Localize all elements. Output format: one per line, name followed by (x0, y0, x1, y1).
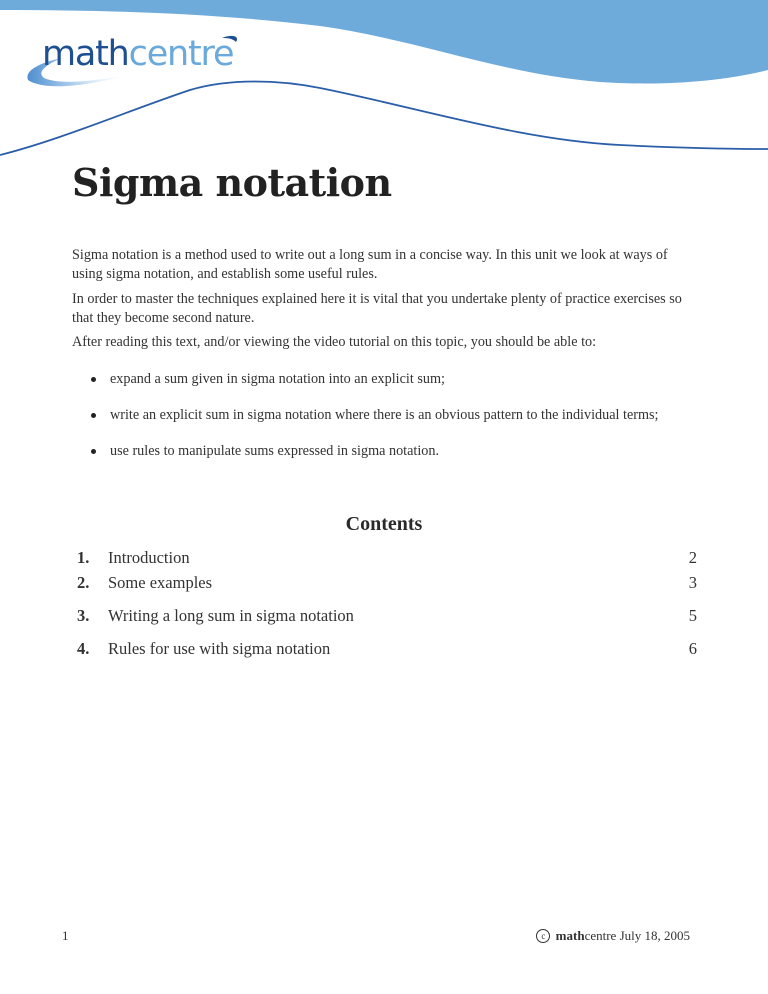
page-title: Sigma notation (72, 160, 392, 205)
logo-wordmark (42, 34, 233, 74)
toc-entry-writing-long-sum[interactable] (77, 606, 697, 628)
objective-text: write an explicit sum in sigma notation where there is an obvious pattern to the individual terms; (110, 407, 659, 423)
footer-brand-bold: math (555, 928, 585, 943)
bullet-icon (91, 449, 96, 454)
toc-page: 5 (688, 606, 697, 625)
objective-item (91, 406, 701, 425)
toc-label: Writing a long sum in sigma notation (108, 606, 354, 625)
mathcentre-logo (22, 30, 242, 90)
toc-label: Rules for use with sigma notation (108, 639, 331, 658)
toc-number: 4. (77, 639, 90, 658)
toc-number: 3. (77, 606, 90, 625)
page-number: 1 (62, 928, 69, 943)
toc-entry-rules[interactable] (77, 639, 697, 661)
bullet-icon (91, 377, 96, 382)
objective-text: use rules to manipulate sums expressed in sigma notation. (110, 443, 440, 459)
copyright-icon: c (536, 929, 550, 943)
objectives-lead-paragraph: After reading this text, and/or viewing the video tutorial on this topic, you should be able to: (72, 334, 597, 350)
blue-curve-line (0, 82, 768, 156)
toc-page: 6 (688, 639, 697, 658)
footer-brand-light: centre (584, 928, 617, 943)
toc-label: Introduction (108, 548, 190, 567)
toc-number: 2. (77, 573, 90, 592)
objective-item (91, 442, 701, 461)
logo-centre: centre (128, 34, 234, 74)
toc-entry-introduction[interactable] (77, 548, 697, 570)
objective-text: expand a sum given in sigma notation into an explicit sum; (110, 371, 445, 387)
objectives-list (91, 370, 701, 478)
bullet-icon (91, 413, 96, 418)
toc-page: 3 (688, 573, 697, 592)
practice-paragraph: In order to master the techniques explained here it is vital that you undertake plenty of practice exercises so that they become second nature. (72, 291, 682, 326)
objective-item (91, 370, 701, 389)
toc-label: Some examples (108, 573, 213, 592)
toc-number: 1. (77, 548, 90, 567)
intro-paragraph: Sigma notation is a method used to write out a long sum in a concise way. In this unit we look at ways of using sigma notation, and establish some useful rules. (72, 247, 668, 282)
toc-entry-some-examples[interactable] (77, 573, 697, 595)
toc-page: 2 (688, 548, 697, 567)
footer-date: July 18, 2005 (619, 928, 690, 943)
logo-math: math (42, 34, 129, 74)
footer-copyright (536, 928, 690, 944)
contents-heading: Contents (345, 513, 423, 535)
